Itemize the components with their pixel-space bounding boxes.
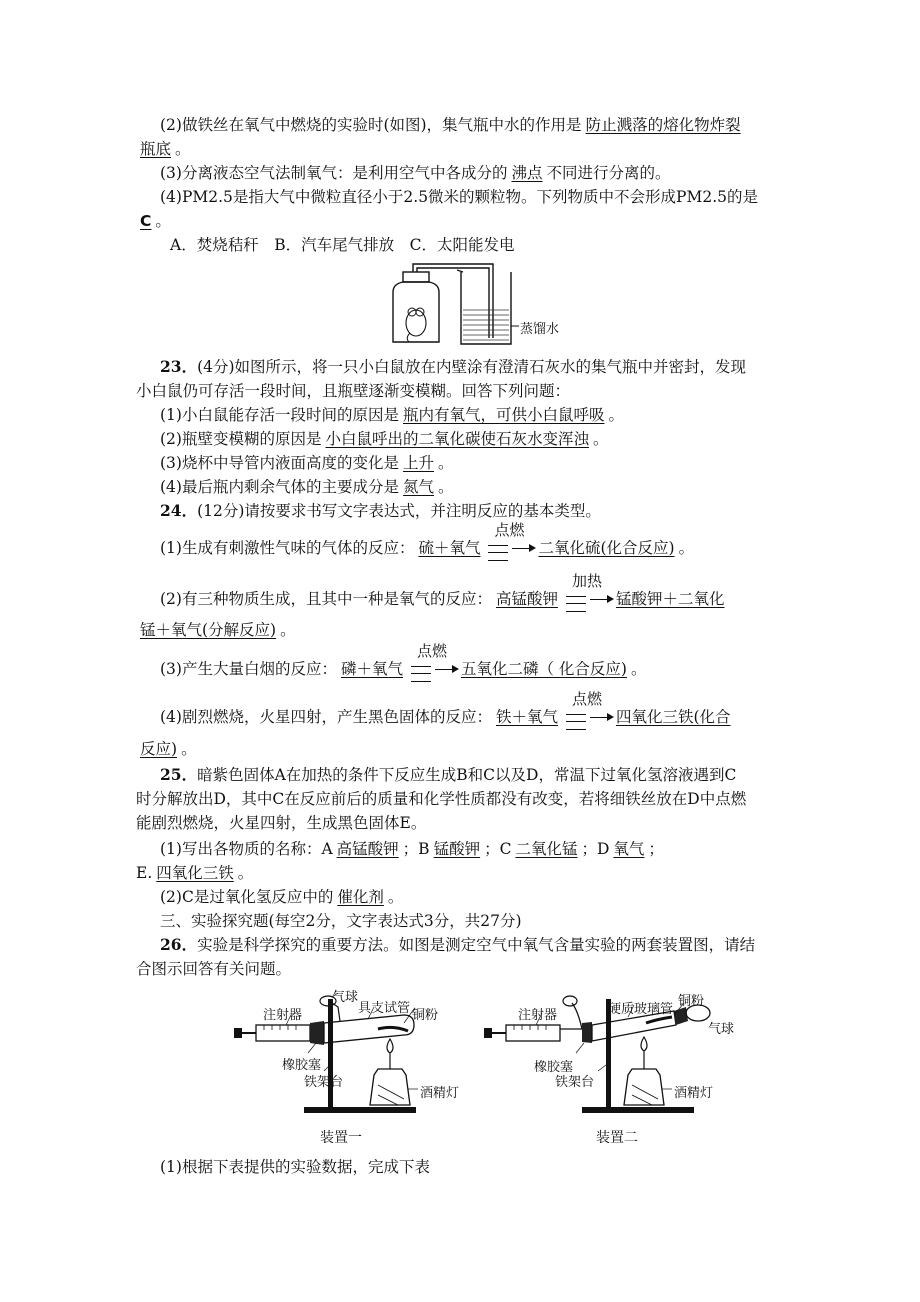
label-copper-1: 铜粉 <box>412 1008 439 1023</box>
label-balloon-1: 气球 <box>332 990 359 1005</box>
q23-part4: (4)最后瓶内剩余气体的主要成分是 氮气 。 <box>160 478 454 496</box>
q24-part4-cont: 反应) 。 <box>140 740 197 758</box>
q26-stem-line1: 26．实验是科学探究的重要方法。如图是测定空气中氧气含量实验的两套装置图，请结 <box>160 935 756 954</box>
label-copper-2: 铜粉 <box>678 994 705 1009</box>
q24-part1: (1)生成有刺激性气味的气体的反应： 硫＋氧气 点燃 二氧化硫(化合反应) 。 <box>160 538 694 558</box>
q25-part1: (1)写出各物质的名称：A 高锰酸钾 ；B 锰酸钾 ；C 二氧化锰 ；D 氧气 ； <box>160 840 664 858</box>
q25-part1-cont: E. 四氧化三铁 。 <box>136 864 254 882</box>
q26-stem-line2: 合图示回答有关问题。 <box>136 960 292 978</box>
q23-part1: (1)小白鼠能存活一段时间的原因是 瓶内有氧气，可供小白鼠呼吸 。 <box>160 406 624 424</box>
reaction-condition-arrow: 点燃 <box>560 707 614 727</box>
label-stopper-2: 橡胶塞 <box>534 1060 574 1075</box>
q26-part1: (1)根据下表提供的实验数据，完成下表 <box>160 1158 430 1176</box>
q25-stem-line1: 25．暗紫色固体A在加热的条件下反应生成B和C以及D，常温下过氧化氢溶液遇到C <box>160 765 737 784</box>
label-stopper-1: 橡胶塞 <box>282 1058 322 1073</box>
q23-stem-line1: 23．(4分)如图所示，将一只小白鼠放在内壁涂有澄清石灰水的集气瓶中并密封，发现 <box>160 357 747 376</box>
label-balloon-2: 气球 <box>708 1022 735 1037</box>
q22-options: A．焚烧秸秆 B．汽车尾气排放 C．太阳能发电 <box>170 236 515 254</box>
q23-part3: (3)烧杯中导管内液面高度的变化是 上升 。 <box>160 454 454 472</box>
q22-part2: (2)做铁丝在氧气中燃烧的实验时(如图)，集气瓶中水的作用是 防止溅落的熔化物炸裂 <box>160 116 741 134</box>
q25-part2: (2)C是过氧化氢反应中的 催化剂 。 <box>160 888 404 906</box>
label-lamp-1: 酒精灯 <box>420 1086 460 1101</box>
section-heading: 三、实验探究题(每空2分，文字表达式3分，共27分) <box>160 912 522 930</box>
label-stand-1: 铁架台 <box>304 1075 344 1090</box>
q25-stem-line3: 能剧烈燃烧，火星四射，生成黑色固体E。 <box>136 814 427 832</box>
q24-part2: (2)有三种物质生成，且其中一种是氧气的反应： 高锰酸钾 加热 锰酸钾＋二氧化 <box>160 589 729 609</box>
q24-part3: (3)产生大量白烟的反应： 磷＋氧气 点燃 五氧化二磷（ 化合反应) 。 <box>160 659 646 679</box>
q24-part2-cont: 锰＋氧气(分解反应) 。 <box>140 621 296 639</box>
label-side-arm-tube-1: 具支试管 <box>358 1001 411 1016</box>
q22-part3: (3)分离液态空气法制氧气：是利用空气中各成分的 沸点 不同进行分离的。 <box>160 164 671 182</box>
q25-stem-line2: 时分解放出D，其中C在反应前后的质量和化学性质都没有改变，若将细铁丝放在D中点燃 <box>136 790 747 808</box>
reaction-condition-arrow: 加热 <box>560 589 614 609</box>
caption-apparatus-2: 装置二 <box>596 1130 638 1146</box>
q22-part2-cont: 瓶底 。 <box>140 140 191 158</box>
q24-part4: (4)剧烈燃烧，火星四射，产生黑色固体的反应： 铁＋氧气 点燃 四氧化三铁(化合 <box>160 707 735 727</box>
label-syringe-2: 注射器 <box>518 1008 558 1023</box>
label-glass-tube-2: 硬质玻璃管 <box>608 1002 674 1017</box>
label-lamp-2: 酒精灯 <box>674 1086 714 1101</box>
q22-part4: (4)PM2.5是指大气中微粒直径小于2.5微米的颗粒物。下列物质中不会形成PM2.5的是 <box>160 188 759 206</box>
caption-apparatus-1: 装置一 <box>320 1130 362 1146</box>
distilled-water-label: 蒸馏水 <box>520 322 560 337</box>
label-stand-2: 铁架台 <box>555 1075 595 1090</box>
reaction-condition-arrow: 点燃 <box>405 659 459 679</box>
q24-stem: 24．(12分)请按要求书写文字表达式，并注明反应的基本类型。 <box>160 501 601 520</box>
q22-part4-answer: C 。 <box>140 212 171 230</box>
reaction-condition-arrow: 点燃 <box>482 538 536 558</box>
q23-part2: (2)瓶壁变模糊的原因是 小白鼠呼出的二氧化碳使石灰水变浑浊 。 <box>160 430 609 448</box>
q23-stem-line2: 小白鼠仍可存活一段时间，且瓶壁逐渐变模糊。回答下列问题： <box>136 382 571 400</box>
label-syringe-1: 注射器 <box>263 1008 303 1023</box>
